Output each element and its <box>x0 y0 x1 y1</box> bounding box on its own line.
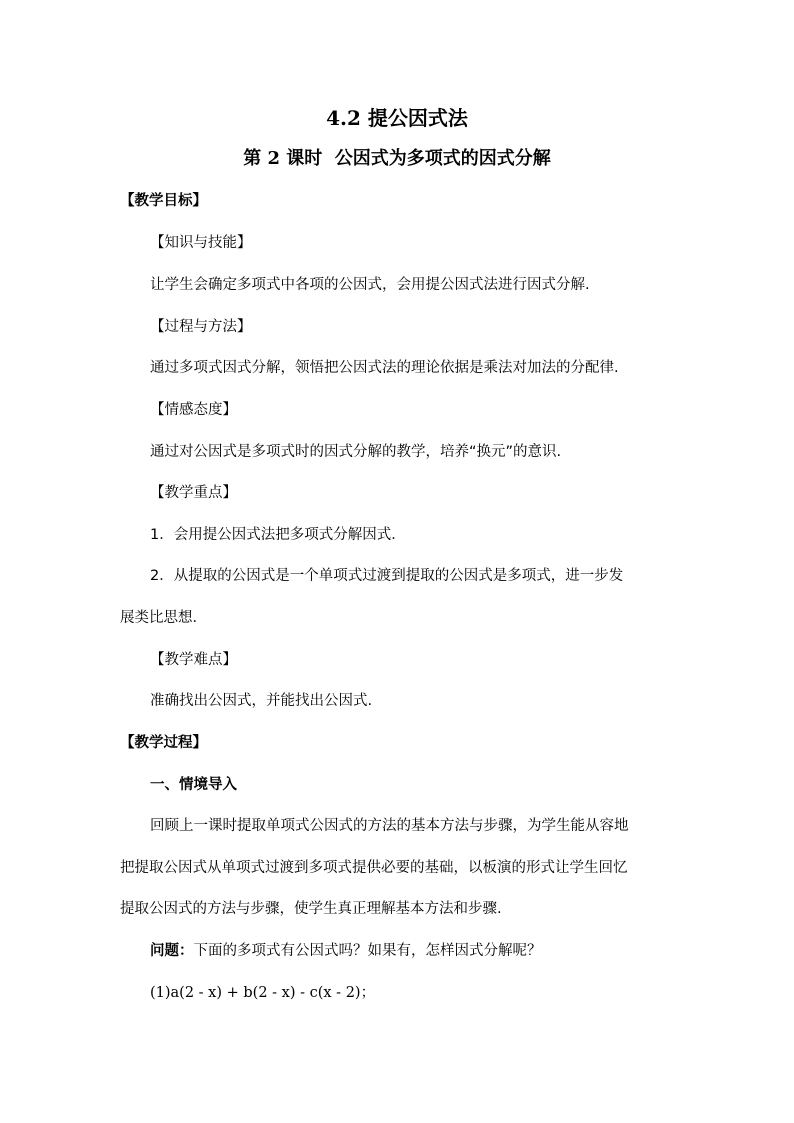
keypoint-1: 1．会用提公因式法把多项式分解因式． <box>150 527 406 543</box>
question-line <box>150 941 542 961</box>
document-title: 4.2 提公因式法 <box>326 106 468 130</box>
objectives-heading: 【教学目标】 <box>120 193 207 209</box>
keypoint-2-line2: 展类比思想． <box>120 610 207 626</box>
question-text: 下面的多项式有公因式吗？如果有，怎样因式分解呢？ <box>193 943 542 959</box>
emotion-text: 通过对公因式是多项式时的因式分解的教学，培养“换元”的意识. <box>150 444 562 460</box>
process-heading: 【过程与方法】 <box>150 319 252 335</box>
document-subtitle: 第 2 课时 公因式为多项式的因式分解 <box>243 148 551 169</box>
intro-paragraph-line1: 回顾上一课时提取单项式公因式的方法的基本方法与步骤，为学生能从容地 <box>150 818 629 834</box>
intro-heading: 一、情境导入 <box>150 777 237 793</box>
keypoint-2-line1: 2．从提取的公因式是一个单项式过渡到提取的公因式是多项式，进一步发 <box>150 568 624 584</box>
difficulty-text: 准确找出公因式，并能找出公因式. <box>150 693 373 709</box>
emotion-heading: 【情感态度】 <box>150 402 237 418</box>
intro-paragraph-line3: 提取公因式的方法与步骤，使学生真正理解基本方法和步骤. <box>120 901 502 917</box>
knowledge-heading: 【知识与技能】 <box>150 235 252 251</box>
difficulty-heading: 【教学难点】 <box>150 652 237 668</box>
question-label: 问题： <box>150 943 194 959</box>
intro-paragraph-line2: 把提取公因式从单项式过渡到多项式提供必要的基础，以板演的形式让学生回忆 <box>120 860 628 876</box>
process-text: 通过多项式因式分解，领悟把公因式法的理论依据是乘法对加法的分配律. <box>150 360 619 376</box>
procedure-heading: 【教学过程】 <box>120 735 207 751</box>
formula-1: (1)a(2 - x) + b(2 - x) - c(x - 2)； <box>150 985 376 1001</box>
keypoints-heading: 【教学重点】 <box>150 485 237 501</box>
knowledge-text: 让学生会确定多项式中各项的公因式，会用提公因式法进行因式分解. <box>150 277 590 293</box>
